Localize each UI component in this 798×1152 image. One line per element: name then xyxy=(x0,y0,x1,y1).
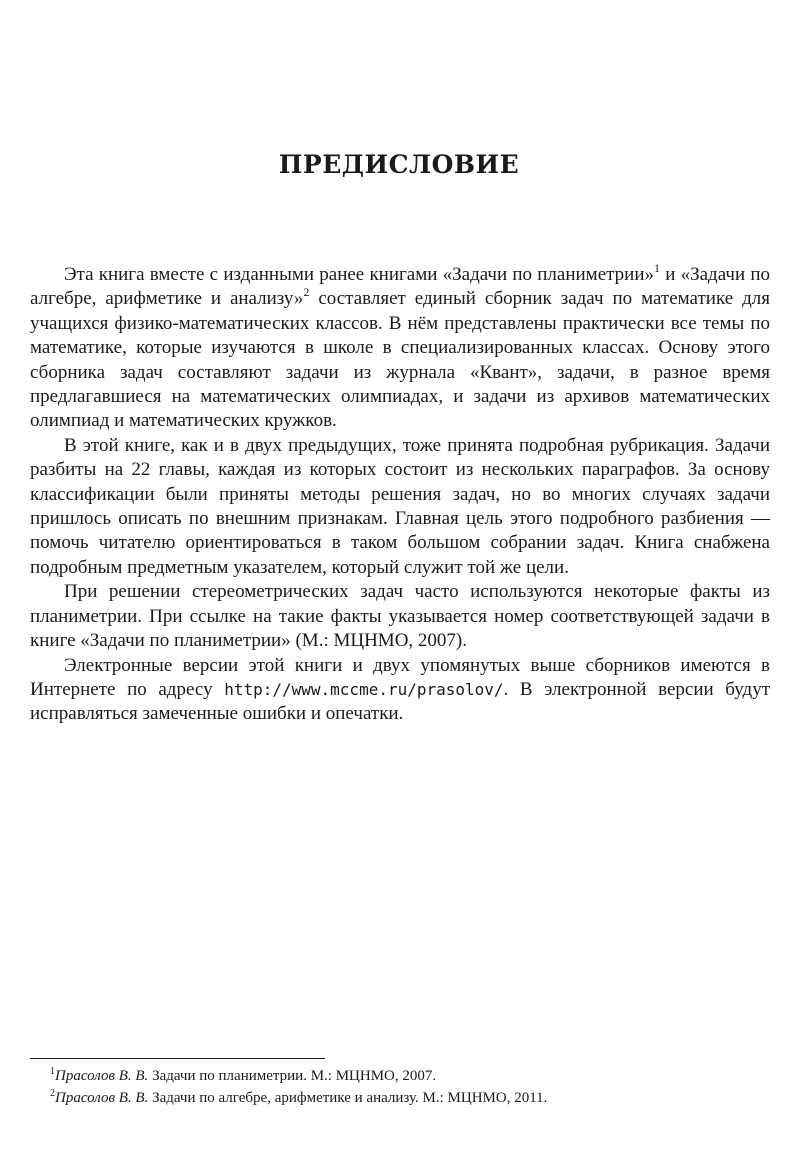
website-url: http://www.mccme.ru/prasolov/ xyxy=(224,679,504,699)
footnote-1-author: Прасолов В. В. xyxy=(55,1068,149,1084)
paragraph-1-text-b: и «Задачи по алгебре, арифметике и анализу» xyxy=(30,264,770,310)
footnote-1 xyxy=(30,1066,770,1086)
paragraph-4 xyxy=(30,654,770,727)
footnotes xyxy=(30,1058,770,1110)
body-text xyxy=(30,260,771,727)
footnote-2-author: Прасолов В. В. xyxy=(55,1090,149,1106)
footnote-2-text: Задачи по алгебре, арифметике и анализу. М.: МЦНМО, 2011. xyxy=(148,1090,548,1106)
paragraph-3: При решении стереометрических задач часто используются некоторые факты из планиметрии. При ссылке на такие факты указывается номер соответствующей задачи в книге «Задачи по планиметрии» (М.: МЦНМО, 2007). xyxy=(30,581,770,652)
footnote-ref-1: 1 xyxy=(654,260,660,275)
paragraph-2: В этой книге, как и в двух предыдущих, тоже принята подробная рубрикация. Задачи разбиты на 22 главы, каждая из которых состоит из нескольких параграфов. За основу классификации были приняты методы решения задач, но во многих случаях задачи пришлось описать по внешним признакам. Главная цель этого подробного разбиения — помочь читателю ориентироваться в таком большом собрании задач. Книга снабжена подробным предметным указателем, который служит той же цели. xyxy=(30,434,770,578)
footnote-2 xyxy=(30,1088,770,1108)
footnote-2-number: 2 xyxy=(50,1088,55,1099)
paragraph-1 xyxy=(30,260,770,434)
paragraph-1-text-c: составляет единый сборник задач по математике для учащихся физико-математических классов. В нём представлены практически все темы по математике, которые изучаются в школе в специализированных классах. Основу этого сборника задач составляют задачи из журнала «Квант», задачи, в разное время предлагавшиеся на математических олимпиадах, и задачи из архивов математических олимпиад и математических кружков. xyxy=(30,288,770,432)
footnote-1-number: 1 xyxy=(50,1066,55,1077)
paragraph-4-text-a: Электронные версии этой книги и двух упомянутых выше сборников имеются в Интернете по адресу xyxy=(30,654,770,700)
footnote-1-text: Задачи по планиметрии. М.: МЦНМО, 2007. xyxy=(148,1068,437,1084)
paragraph-1-text-a: Эта книга вместе с изданными ранее книгами «Задачи по планиметрии» xyxy=(64,264,654,285)
footnote-ref-2: 2 xyxy=(303,285,310,300)
page-title: ПРЕДИСЛОВИЕ xyxy=(278,150,520,179)
paragraph-4-text-b: . В электронной версии будут исправляться замеченные ошибки и опечатки. xyxy=(30,678,771,725)
footnote-divider xyxy=(30,1058,325,1059)
